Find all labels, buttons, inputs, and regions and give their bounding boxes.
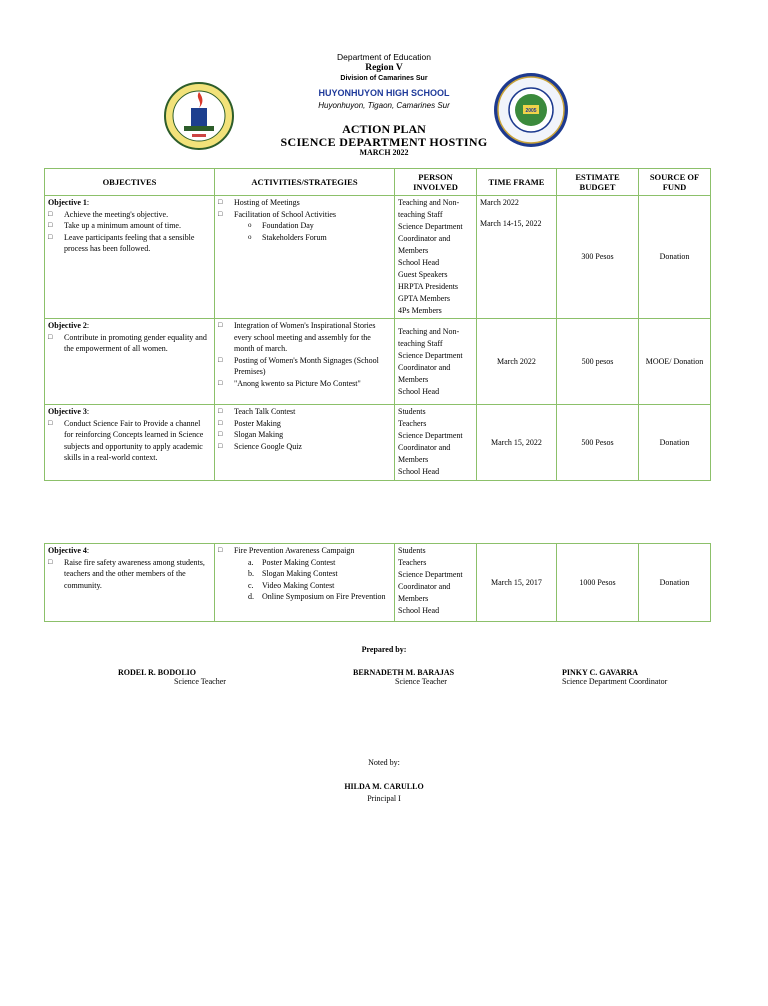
person-line: Teaching and Non- [398,198,460,207]
person-line: Coordinator and [398,582,451,591]
table-header-row [45,169,711,196]
signatory-role: Science Department Coordinator [562,677,668,686]
list-item: c. Video Making Contest [248,580,335,590]
region-name: Region V [365,63,403,73]
list-item: □ Conduct Science Fair to Provide a channel for reinforcing Concepts learned in Science subjects and opportunity to apply academic skills in a real-world context. [48,418,211,464]
budget-cell: 1000 Pesos [557,544,639,622]
action-plan-table [44,168,711,481]
principal-role: Principal I [367,794,401,803]
school-name: HUYONHUYON HIGH SCHOOL [318,88,450,98]
person-line: Coordinator and [398,234,451,243]
noted-by-label: Noted by: [368,758,400,767]
time-frame-cell: March 15, 2022 [477,405,557,481]
fund-cell: Donation [639,196,711,319]
person-line: teaching Staff [398,338,443,348]
activities-cell [215,196,395,319]
signatory-role: Science Teacher [395,677,447,686]
fund-cell: Donation [639,544,711,622]
person-line: Teachers [398,558,427,567]
person-line: Science Department [398,350,463,360]
header-source-of-fund: SOURCE OF FUND [639,169,711,196]
time-frame-cell: March 2022 [477,319,557,405]
header-activities: ACTIVITIES/STRATEGIES [215,169,395,196]
person-line: School Head [398,606,440,615]
list-item: □ Take up a minimum amount of time. [48,220,211,232]
person-line: teaching Staff [398,210,443,219]
table-row [45,196,711,319]
person-line: Guest Speakers [398,270,448,279]
list-item: o Foundation Day [248,220,391,232]
persons-cell [395,544,477,622]
person-line: School Head [398,386,440,396]
signatory-block [353,668,454,686]
person-line: Science Department [398,570,463,579]
document-date: MARCH 2022 [359,148,409,157]
table-row [45,544,711,622]
persons-cell [395,319,477,405]
signatory-role: Science Teacher [174,677,226,686]
budget-cell: 500 pesos [557,319,639,405]
activities-cell [215,544,395,622]
time-frame: March 2022 [480,198,519,207]
fund-cell: MOOE/ Donation [639,319,711,405]
list-item: d. Online Symposium on Fire Prevention [248,592,386,601]
document-subtitle: SCIENCE DEPARTMENT HOSTING [280,135,488,149]
person-line: 4Ps Members [398,306,442,315]
list-item: □ Slogan Making [218,429,391,441]
budget-cell: 500 Pesos [557,405,639,481]
time-frame-cell [477,196,557,319]
signatory-block [118,668,226,686]
person-line: HRPTA Presidents [398,282,459,291]
header-time-frame: TIME FRAME [477,169,557,196]
objective-cell [45,405,215,481]
principal-name: HILDA M. CARULLO [344,782,424,791]
signatory-name: RODEL R. BODOLIO [118,668,197,677]
objective-label: Objective 4: [48,546,90,555]
list-item: □ Facilitation of School Activities [218,209,391,221]
objective-label: Objective 2: [48,321,90,330]
table-row [45,405,711,481]
list-item: □ Poster Making [218,418,391,430]
objective-cell [45,319,215,405]
person-line: Teachers [398,419,427,428]
list-item: a. Poster Making Contest [248,557,336,567]
header-person-involved: PERSON INVOLVED [395,169,477,196]
person-line: Science Department [398,222,463,231]
header-estimate-budget: ESTIMATE BUDGET [557,169,639,196]
list-item: □ Fire Prevention Awareness Campaign [218,545,391,557]
header-objectives: OBJECTIVES [45,169,215,196]
list-item: □ Teach Talk Contest [218,406,391,418]
table-row [45,319,711,405]
list-item: □ Leave participants feeling that a sensible process has been followed. [48,232,211,255]
budget-cell: 300 Pesos [557,196,639,319]
school-address: Huyonhuyon, Tigaon, Camarines Sur [318,101,450,110]
department-name: Department of Education [336,52,432,62]
person-line: Members [398,246,429,255]
objective-cell [45,196,215,319]
action-plan-table-continued [44,543,711,622]
prepared-by-label: Prepared by: [361,645,407,654]
document-title: ACTION PLAN [342,122,426,136]
activities-cell [215,319,395,405]
objective-label: Objective 3: [48,407,90,416]
person-line: Members [398,374,429,384]
division-name: Division of Camarines Sur [340,75,428,82]
person-line: Science Department [398,431,463,440]
person-line: Teaching and Non- [398,326,460,336]
persons-cell [395,196,477,319]
list-item: □ Posting of Women's Month Signages (School Premises) [218,355,391,378]
person-line: Members [398,455,429,464]
fund-cell: Donation [639,405,711,481]
person-line: Students [398,407,426,416]
person-line: School Head [398,467,440,476]
signatory-name: BERNADETH M. BARAJAS [353,668,455,677]
list-item: b. Slogan Making Contest [248,569,338,578]
person-line: Coordinator and [398,362,451,372]
list-item: □ Integration of Women's Inspirational Stories every school meeting and assembly for the month of march. [218,320,391,355]
person-line: Members [398,594,429,603]
list-item: □ Achieve the meeting's objective. [48,209,211,221]
activities-cell [215,405,395,481]
objective-label: Objective 1: [48,198,90,207]
list-item: □ Contribute in promoting gender equality and the empowerment of all women. [48,332,211,355]
persons-cell [395,405,477,481]
time-frame: March 14-15, 2022 [480,218,542,228]
objective-cell [45,544,215,622]
svg-text:2005: 2005 [525,108,537,114]
list-item: □ "Anong kwento sa Picture Mo Contest" [218,378,391,390]
list-item: □ Hosting of Meetings [218,197,391,209]
person-line: GPTA Members [398,294,451,303]
person-line: Coordinator and [398,443,451,452]
list-item: □ Raise fire safety awareness among students, teachers and the other members of the community. [48,557,211,592]
signatory-name: PINKY C. GAVARRA [562,668,639,677]
time-frame-cell: March 15, 2017 [477,544,557,622]
list-item: o Stakeholders Forum [248,232,391,244]
person-line: Students [398,546,426,555]
person-line: School Head [398,258,440,267]
signatory-block [562,668,667,686]
list-item: □ Science Google Quiz [218,441,391,453]
